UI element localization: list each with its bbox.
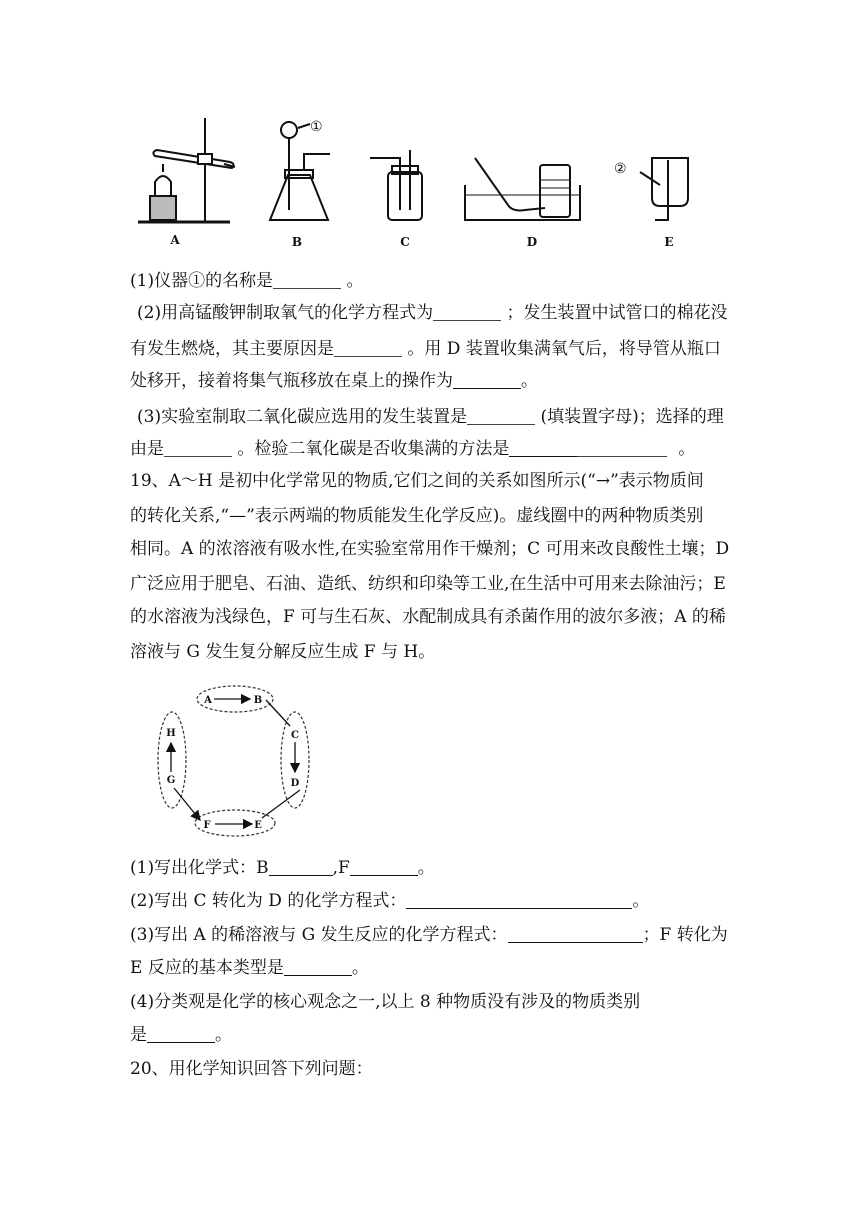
q19-p4-c: 。 bbox=[215, 1025, 232, 1045]
q18-part2-line2 bbox=[130, 338, 735, 360]
answer-blank[interactable] bbox=[269, 859, 333, 876]
q19-p2-b: 。 bbox=[632, 891, 650, 911]
q19-p1-a: (1)写出化学式：B bbox=[130, 858, 269, 878]
q19-part3-line2 bbox=[130, 957, 735, 979]
q19-stem-line3: 相同。A 的浓溶液有吸水性,在实验室常用作干燥剂；C 可用来改良酸性土壤；D bbox=[130, 539, 730, 559]
q19-p1-c: 。 bbox=[417, 858, 435, 878]
q18-p1-prefix: (1)仪器①的名称是 bbox=[130, 271, 274, 291]
relation-diagram bbox=[150, 680, 320, 840]
node-b: B bbox=[253, 695, 263, 706]
q18-p3-b: (填装置字母)；选择的理 bbox=[540, 407, 724, 427]
q18-part2-line1 bbox=[137, 302, 742, 324]
answer-blank[interactable] bbox=[508, 926, 643, 943]
answer-blank[interactable] bbox=[577, 441, 667, 457]
q19-part3-line1 bbox=[130, 924, 735, 946]
q18-p2-a: (2)用高锰酸钾制取氧气的化学方程式为 bbox=[137, 303, 434, 323]
q19-part4-line1 bbox=[130, 991, 735, 1013]
q18-part3-line2 bbox=[130, 438, 735, 460]
q18-p2-f: 。 bbox=[521, 371, 538, 391]
q19-p1-b: ,F bbox=[332, 858, 350, 878]
q19-p3-d: 。 bbox=[351, 958, 369, 978]
answer-blank[interactable] bbox=[164, 441, 232, 457]
answer-blank[interactable] bbox=[334, 341, 402, 357]
answer-blank[interactable] bbox=[467, 409, 535, 425]
node-a: A bbox=[204, 695, 212, 706]
marker-2: ② bbox=[614, 161, 627, 177]
q18-p3-a: (3)实验室制取二氧化碳应选用的发生装置是 bbox=[137, 407, 468, 427]
q19-part1 bbox=[130, 857, 735, 879]
node-g: G bbox=[166, 775, 176, 786]
q18-p3-e: 。 bbox=[678, 439, 696, 459]
q19-p3-b: ；F 转化为 bbox=[642, 925, 728, 945]
node-f: F bbox=[203, 820, 211, 831]
q19-p4-b: 是 bbox=[130, 1025, 147, 1045]
answer-blank[interactable] bbox=[284, 959, 352, 976]
marker-1: ① bbox=[310, 119, 323, 135]
q19-stem-line6: 溶液与 G 发生复分解反应生成 F 与 H。 bbox=[130, 642, 436, 662]
q18-p1-suffix: 。 bbox=[346, 271, 364, 291]
q19-stem-line2: 的转化关系,“—”表示两端的物质能发生化学反应)。虚线圈中的两种物质类别 bbox=[130, 506, 704, 526]
q18-part2-line3 bbox=[130, 370, 735, 392]
answer-blank[interactable] bbox=[406, 892, 632, 909]
q18-p2-c: 有发生燃烧，其主要原因是 bbox=[130, 339, 334, 359]
answer-blank[interactable] bbox=[433, 305, 501, 321]
q19-p3-a: (3)写出 A 的稀溶液与 G 发生反应的化学方程式： bbox=[130, 925, 508, 945]
answer-blank[interactable] bbox=[509, 440, 577, 457]
q19-stem-line4: 广泛应用于肥皂、石油、造纸、纺织和印染等工业,在生活中可用来去除油污；E bbox=[130, 574, 726, 594]
apparatus-label-c: C bbox=[400, 235, 410, 249]
answer-blank[interactable] bbox=[273, 273, 341, 289]
q19-part4-line2 bbox=[130, 1024, 735, 1046]
node-h: H bbox=[166, 728, 176, 739]
q18-p2-d: 。用 D 装置收集满氧气后，将导管从瓶口 bbox=[407, 339, 721, 359]
q18-part1 bbox=[130, 270, 735, 292]
answer-blank[interactable] bbox=[453, 372, 521, 389]
node-e: E bbox=[254, 820, 262, 831]
q19-p4-a: (4)分类观是化学的核心观念之一,以上 8 种物质没有涉及的物质类别 bbox=[130, 992, 641, 1012]
apparatus-label-d: D bbox=[526, 235, 538, 249]
apparatus-label-e: E bbox=[664, 235, 674, 249]
q19-p3-c: E 反应的基本类型是 bbox=[130, 958, 284, 978]
q19-stem-line5: 的水溶液为浅绿色，F 可与生石灰、水配制成具有杀菌作用的波尔多液；A 的稀 bbox=[130, 607, 726, 627]
q18-p3-c: 由是 bbox=[130, 439, 164, 459]
q18-p2-b: ；发生装置中试管口的棉花没 bbox=[506, 303, 728, 323]
answer-blank[interactable] bbox=[147, 1026, 215, 1043]
node-d: D bbox=[290, 778, 300, 789]
q18-part3-line1 bbox=[137, 406, 742, 428]
answer-blank[interactable] bbox=[350, 859, 418, 876]
apparatus-label-b: B bbox=[291, 235, 303, 249]
apparatus-figure bbox=[120, 110, 740, 255]
q19-p2-a: (2)写出 C 转化为 D 的化学方程式： bbox=[130, 891, 407, 911]
node-c: C bbox=[291, 730, 299, 741]
q18-p3-d: 。检验二氧化碳是否收集满的方法是 bbox=[237, 439, 510, 459]
q18-p2-e: 处移开，接着将集气瓶移放在桌上的操作为 bbox=[130, 371, 453, 391]
apparatus-label-a: A bbox=[170, 233, 180, 247]
q20-stem: 20、用化学知识回答下列问题： bbox=[130, 1059, 373, 1079]
q19-stem-line1: 19、A～H 是初中化学常见的物质,它们之间的关系如图所示(“→”表示物质间 bbox=[130, 471, 704, 491]
q19-part2 bbox=[130, 890, 735, 912]
